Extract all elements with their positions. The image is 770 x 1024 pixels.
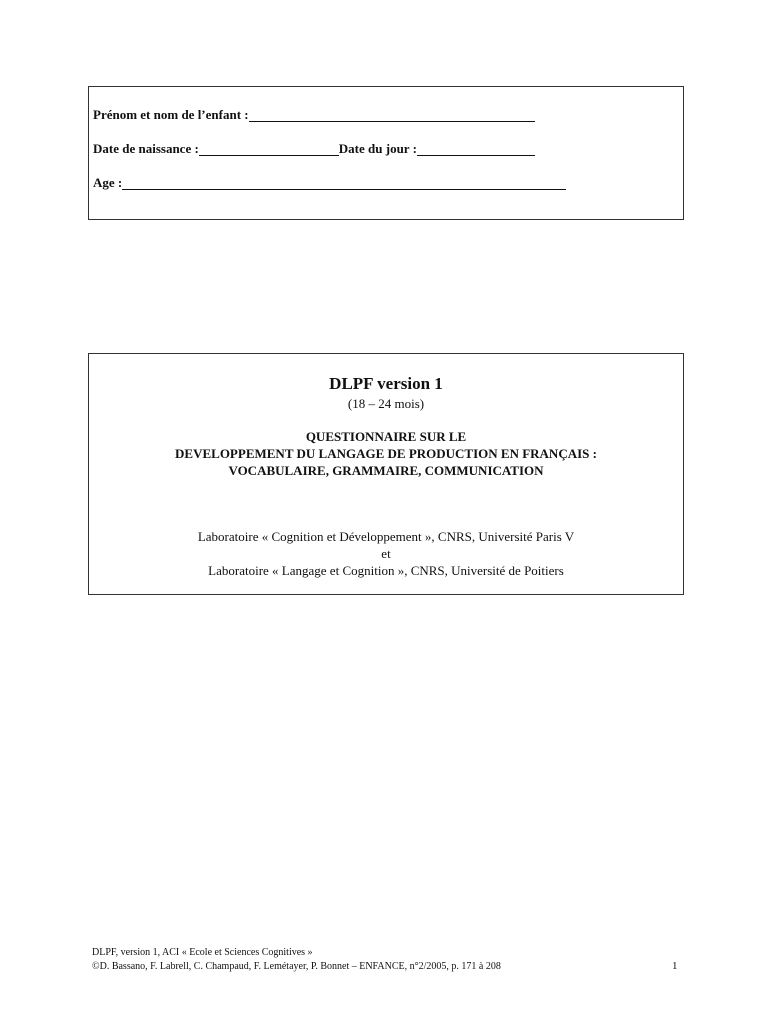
birth-date-blank-line [199, 143, 339, 156]
name-blank-line [249, 109, 535, 122]
footer-line: DLPF, version 1, ACI « Ecole et Sciences Cognitives » [92, 947, 313, 958]
lab-line: et [381, 546, 391, 561]
age-blank-line [122, 177, 566, 190]
questionnaire-line: QUESTIONNAIRE SUR LE [305, 429, 467, 444]
age-range-subtitle: (18 – 24 mois) [347, 396, 425, 411]
questionnaire-line: VOCABULAIRE, GRAMMAIRE, COMMUNICATION [228, 463, 544, 478]
document-title: DLPF version 1 [329, 374, 443, 393]
today-date-blank-line [417, 143, 535, 156]
date-field-row [93, 141, 535, 157]
lab-line: Laboratoire « Cognition et Développement », CNRS, Université Paris V [197, 529, 575, 544]
page-footer [92, 946, 501, 974]
name-field-row [93, 107, 535, 123]
age-label: Age : [93, 175, 123, 190]
page-number: 1 [672, 960, 678, 972]
questionnaire-title-box [88, 353, 684, 595]
today-date-label: Date du jour : [338, 141, 417, 156]
questionnaire-heading [89, 428, 683, 479]
child-info-box [88, 86, 684, 220]
name-label: Prénom et nom de l’enfant : [93, 107, 249, 122]
footer-copyright: ©D. Bassano, F. Labrell, C. Champaud, F. Lemétayer, P. Bonnet – ENFANCE, n°2/2005, p. 171 à 208 [92, 961, 501, 972]
birth-date-label: Date de naissance : [93, 141, 199, 156]
lab-line: Laboratoire « Langage et Cognition », CNRS, Université de Poitiers [208, 563, 564, 578]
questionnaire-line: DEVELOPPEMENT DU LANGAGE DE PRODUCTION EN FRANÇAIS : [175, 446, 597, 461]
age-field-row [93, 175, 566, 191]
laboratories-block [89, 528, 683, 579]
